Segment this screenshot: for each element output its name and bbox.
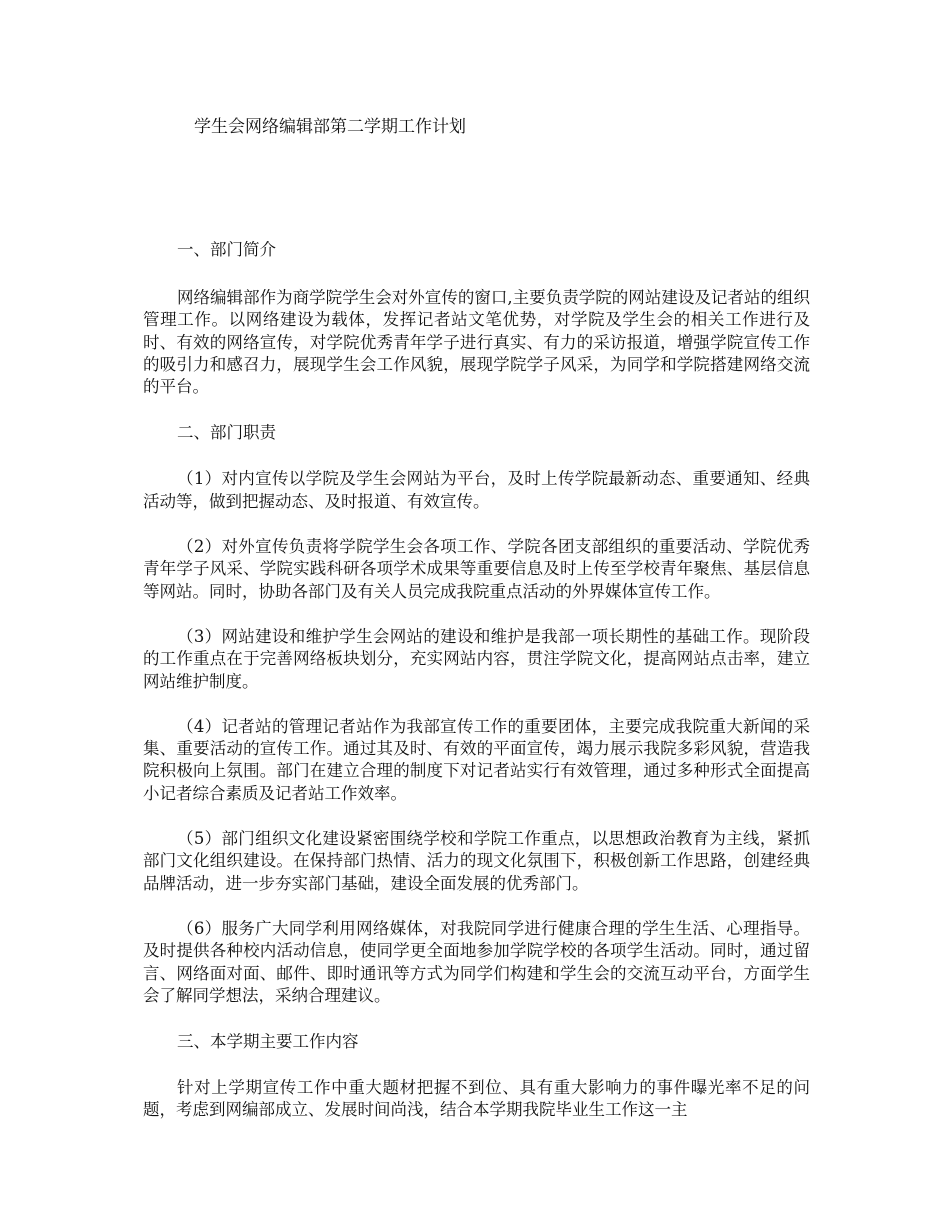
paragraph-duty-6: （6）服务广大同学利用网络媒体，对我院同学进行健康合理的学生生活、心理指导。及时提供各种校内活动信息，使同学更全面地参加学院学校的各项学生活动。同时，通过留言、网络面对面、邮件、即时通讯等方式为同学们构建和学生会的交流互动平台，方面学生会了解同学想法，采纳合理建议。 [143, 918, 810, 1005]
section-heading-work-content: 三、本学期主要工作内容 [177, 1032, 359, 1052]
paragraph-duty-3: （3）网站建设和维护学生会网站的建设和维护是我部一项长期性的基础工作。现阶段的工作重点在于完善网络板块划分，充实网站内容，贯注学院文化，提高网站点击率，建立网站维护制度。 [143, 626, 810, 691]
paragraph-intro: 网络编辑部作为商学院学生会对外宣传的窗口,主要负责学院的网站建设及记者站的组织管理工作。以网络建设为载体，发挥记者站文笔优势，对学院及学生会的相关工作进行及时、有效的网络宣传，对学院优秀青年学子进行真实、有力的采访报道，增强学院宣传工作的吸引力和感召力，展现学生会工作风貌，展现学院学子风采，为同学和学院搭建网络交流的平台。 [143, 288, 810, 397]
paragraph-duty-2: （2）对外宣传负责将学院学生会各项工作、学院各团支部组织的重要活动、学院优秀青年学子风采、学院实践科研各项学术成果等重要信息及时上传至学校青年聚焦、基层信息等网站。同时，协助各部门及有关人员完成我院重点活动的外界媒体宣传工作。 [143, 537, 810, 601]
section-heading-intro: 一、部门简介 [177, 240, 276, 259]
paragraph-duty-1: （1）对内宣传以学院及学生会网站为平台，及时上传学院最新动态、重要通知、经典活动等，做到把握动态、及时报道、有效宣传。 [143, 469, 810, 511]
paragraph-work-content: 针对上学期宣传工作中重大题材把握不到位、具有重大影响力的事件曝光率不足的问题，考虑到网编部成立、发展时间尚浅，结合本学期我院毕业生工作这一主 [143, 1078, 810, 1120]
paragraph-duty-5: （5）部门组织文化建设紧密围绕学校和学院工作重点，以思想政治教育为主线，紧抓部门文化组织建设。在保持部门热情、活力的现文化氛围下，积极创新工作思路，创建经典品牌活动，进一步夯实部门基础，建设全面发展的优秀部门。 [143, 829, 810, 893]
paragraph-duty-4: （4）记者站的管理记者站作为我部宣传工作的重要团体，主要完成我院重大新闻的采集、重要活动的宣传工作。通过其及时、有效的平面宣传，竭力展示我院多彩风貌，营造我院积极向上氛围。部门在建立合理的制度下对记者站实行有效管理，通过多种形式全面提高小记者综合素质及记者站工作效率。 [143, 716, 810, 803]
document-body [143, 238, 810, 1122]
section-heading-duties: 二、部门职责 [177, 423, 276, 443]
document-title: 学生会网络编辑部第二学期工作计划 [194, 117, 466, 137]
